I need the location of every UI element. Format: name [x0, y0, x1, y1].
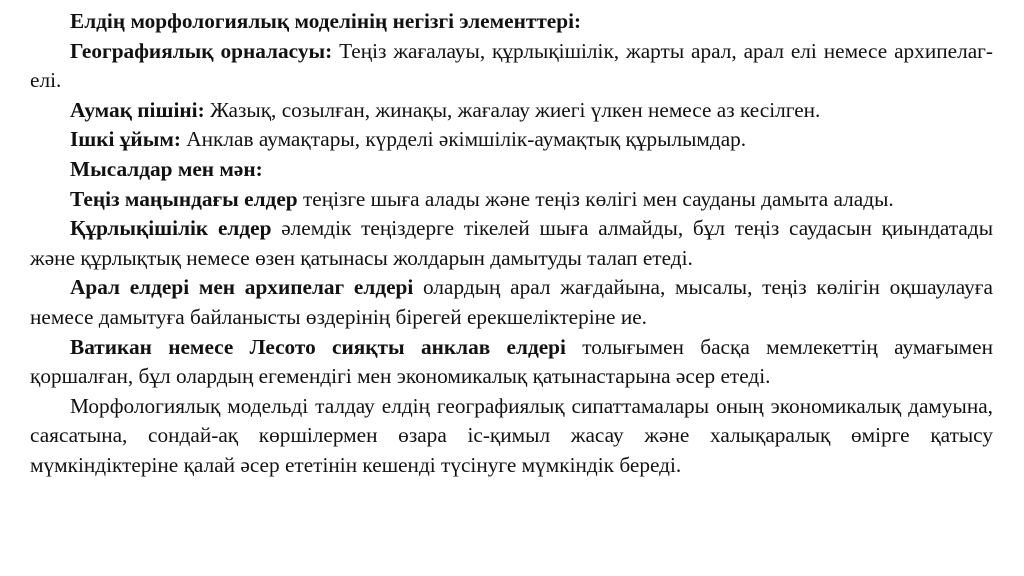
- document-page: [30, 7, 993, 481]
- term-label: Географиялық орналасуы:: [70, 38, 333, 63]
- term-description: Теңіз жағалауы, құрлықішілік, жарты арал, арал елі немесе архипелаг-елі.: [30, 38, 993, 93]
- example-landlocked-countries: [30, 214, 993, 273]
- term-label: Арал елдері мен архипелаг елдері: [70, 275, 414, 300]
- element-geographic-location: [30, 37, 993, 96]
- term-label: Ішкі ұйым:: [70, 127, 181, 152]
- term-label: Құрлықішілік елдер: [70, 216, 272, 241]
- term-description: Жазық, созылған, жинақы, жағалау жиегі үлкен немесе аз кесілген.: [204, 97, 821, 122]
- term-description: әлемдік теңіздерге тікелей шыға алмайды, бұл теңіз саудасын қиындатады және құрлықтық немесе өзен қатынасы жолдарын дамытуды талап етеді.: [30, 216, 994, 270]
- term-description: олардың арал жағдайына, мысалы, теңіз көлігін оқшаулауға немесе дамытуға байланысты өздерінің бірегей ерекшеліктеріне ие.: [30, 275, 993, 329]
- term-description: толығымен басқа мемлекеттің аумағымен қоршалған, бұл олардың егемендігі мен экономикалық қатынастарына әсер етеді.: [30, 334, 993, 389]
- element-territory-shape: [30, 96, 993, 126]
- example-enclave-countries: [30, 333, 993, 392]
- example-island-countries: [30, 273, 993, 332]
- conclusion-paragraph: Морфологиялық модельді талдау елдің географиялық сипаттамалары оның экономикалық дамуына, саясатына, сондай-ақ көршілермен өзара іс-қимыл жасау және халықаралық өмірге қатысу мүмкіндіктеріне қалай әсер ететінін кешенді түсінуге мүмкіндік береді.: [30, 393, 993, 477]
- term-label: Аумақ пішіні:: [70, 97, 205, 122]
- element-internal-organization: [30, 125, 993, 155]
- term-label: Ватикан немесе Лесото сияқты анклав елдері: [70, 334, 566, 359]
- examples-heading: Мысалдар мен мән:: [70, 156, 263, 181]
- section-heading: Елдің морфологиялық моделінің негізгі элементтері:: [70, 9, 582, 33]
- term-description: Анклав аумақтары, күрделі әкімшілік-аумақтық құрылымдар.: [180, 127, 747, 152]
- term-label: Теңіз маңындағы елдер: [70, 186, 298, 211]
- term-description: теңізге шыға алады және теңіз көлігі мен сауданы дамыта алады.: [297, 186, 894, 211]
- example-coastal-countries: [30, 185, 993, 215]
